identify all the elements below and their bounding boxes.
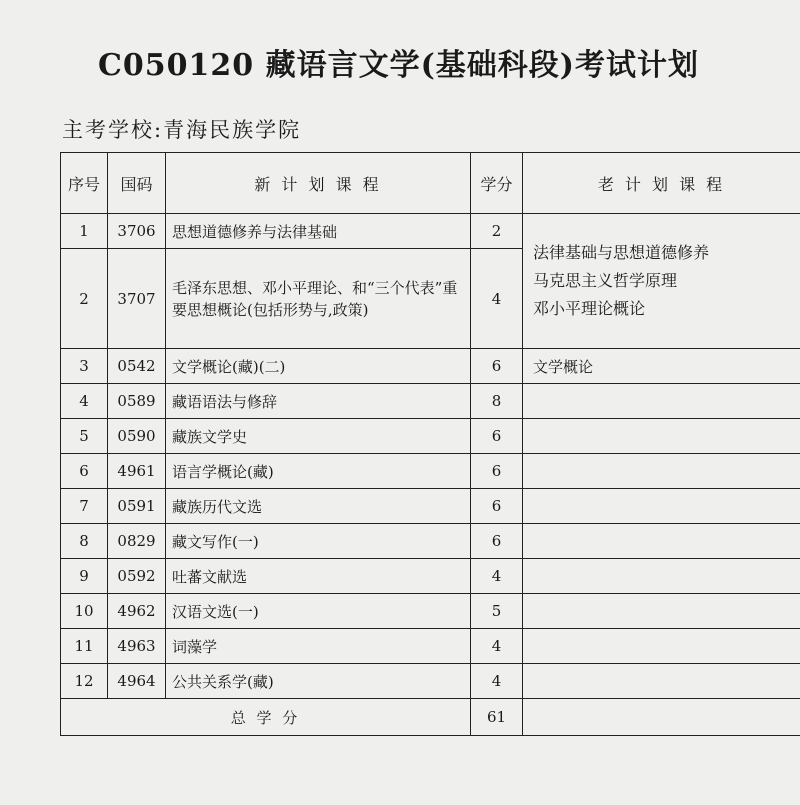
header-seq: 序号 xyxy=(61,153,108,214)
table-row xyxy=(61,559,800,594)
course-cell: 藏语语法与修辞 xyxy=(166,384,471,419)
total-label: 总 学 分 xyxy=(61,699,471,736)
seq-cell: 1 xyxy=(61,214,108,249)
credits-cell: 5 xyxy=(471,594,523,629)
seq-cell: 2 xyxy=(61,249,108,349)
credits-cell: 4 xyxy=(471,559,523,594)
old-course-cell xyxy=(523,454,800,489)
code-cell: 4964 xyxy=(108,664,166,699)
old-course-cell xyxy=(523,384,800,419)
code-cell: 4963 xyxy=(108,629,166,664)
credits-cell: 6 xyxy=(471,489,523,524)
credits-cell: 4 xyxy=(471,664,523,699)
old-course-cell xyxy=(523,524,800,559)
credits-cell: 2 xyxy=(471,214,523,249)
old-course-cell xyxy=(523,594,800,629)
table-row xyxy=(61,349,800,384)
course-cell: 吐蕃文献选 xyxy=(166,559,471,594)
table-row xyxy=(61,454,800,489)
credits-cell: 6 xyxy=(471,524,523,559)
credits-cell: 4 xyxy=(471,249,523,349)
code-cell: 4962 xyxy=(108,594,166,629)
old-course-cell xyxy=(523,664,800,699)
header-code: 国码 xyxy=(108,153,166,214)
exam-plan-table xyxy=(60,152,800,736)
course-cell: 思想道德修养与法律基础 xyxy=(166,214,471,249)
old-course-cell xyxy=(523,489,800,524)
code-cell: 0589 xyxy=(108,384,166,419)
table-row xyxy=(61,419,800,454)
seq-cell: 11 xyxy=(61,629,108,664)
header-old-course: 老 计 划 课 程 xyxy=(523,153,800,214)
credits-cell: 4 xyxy=(471,629,523,664)
old-course-cell xyxy=(523,629,800,664)
old-course-item: 马克思主义哲学原理 xyxy=(533,271,678,290)
seq-cell: 9 xyxy=(61,559,108,594)
course-cell: 藏族历代文选 xyxy=(166,489,471,524)
school-label: 主考学校:青海民族学院 xyxy=(62,118,302,142)
seq-cell: 8 xyxy=(61,524,108,559)
table-row xyxy=(61,214,800,249)
table-row xyxy=(61,489,800,524)
course-cell: 文学概论(藏)(二) xyxy=(166,349,471,384)
header-new-course: 新 计 划 课 程 xyxy=(166,153,471,214)
code-cell: 3706 xyxy=(108,214,166,249)
total-row xyxy=(61,699,800,736)
table-row xyxy=(61,629,800,664)
old-course-cell xyxy=(523,699,800,736)
course-cell: 藏文写作(一) xyxy=(166,524,471,559)
old-course-cell: 文学概论 xyxy=(523,349,800,384)
table-header-row xyxy=(61,153,800,214)
table-row xyxy=(61,664,800,699)
seq-cell: 5 xyxy=(61,419,108,454)
header-credits: 学分 xyxy=(471,153,523,214)
old-course-item: 法律基础与思想道德修养 xyxy=(533,243,710,262)
code-cell: 0542 xyxy=(108,349,166,384)
old-course-list xyxy=(533,239,794,323)
code-cell: 4961 xyxy=(108,454,166,489)
credits-cell: 6 xyxy=(471,419,523,454)
seq-cell: 6 xyxy=(61,454,108,489)
course-cell: 毛泽东思想、邓小平理论、和“三个代表”重要思想概论(包括形势与,政策) xyxy=(166,249,471,349)
page-title: C050120 藏语言文学(基础科段)考试计划 xyxy=(98,48,699,83)
seq-cell: 12 xyxy=(61,664,108,699)
seq-cell: 3 xyxy=(61,349,108,384)
old-course-item: 邓小平理论概论 xyxy=(533,299,646,318)
seq-cell: 10 xyxy=(61,594,108,629)
table-row xyxy=(61,594,800,629)
course-cell: 语言学概论(藏) xyxy=(166,454,471,489)
old-course-cell xyxy=(523,419,800,454)
code-cell: 0592 xyxy=(108,559,166,594)
code-cell: 0829 xyxy=(108,524,166,559)
course-cell: 公共关系学(藏) xyxy=(166,664,471,699)
credits-cell: 8 xyxy=(471,384,523,419)
old-course-cell xyxy=(523,559,800,594)
table-row xyxy=(61,524,800,559)
code-cell: 3707 xyxy=(108,249,166,349)
old-course-cell xyxy=(523,214,800,349)
seq-cell: 7 xyxy=(61,489,108,524)
course-cell: 藏族文学史 xyxy=(166,419,471,454)
credits-cell: 6 xyxy=(471,454,523,489)
total-credits: 61 xyxy=(471,699,523,736)
credits-cell: 6 xyxy=(471,349,523,384)
course-cell: 汉语文选(一) xyxy=(166,594,471,629)
table-row xyxy=(61,384,800,419)
code-cell: 0590 xyxy=(108,419,166,454)
course-cell: 词藻学 xyxy=(166,629,471,664)
seq-cell: 4 xyxy=(61,384,108,419)
code-cell: 0591 xyxy=(108,489,166,524)
